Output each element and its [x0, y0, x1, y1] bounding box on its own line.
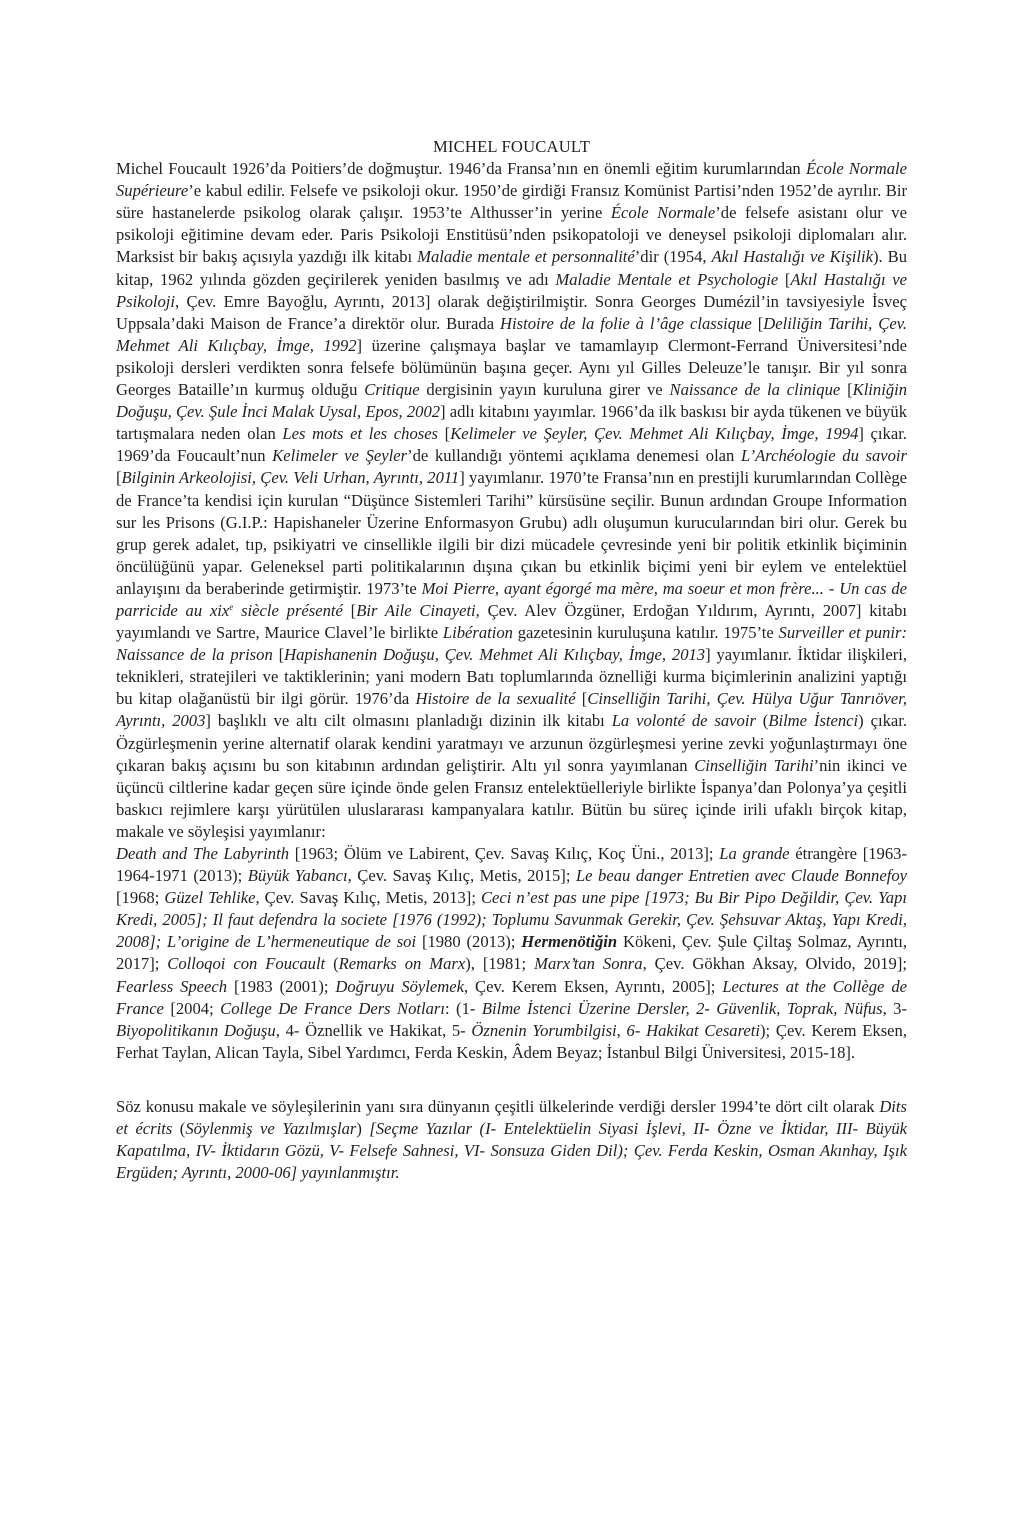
text-run: [ — [751, 313, 764, 333]
text-run: L’Archéologie du savoir — [741, 446, 907, 466]
text-run: École Normale — [610, 203, 716, 223]
text-run: Lectures at the Collège de France — [116, 976, 908, 1018]
text-run: Bir Aile Cinayeti — [356, 600, 476, 620]
text-run: [1963; Ölüm ve Labirent, Çev. Savaş Kılıç, Koç Üni., 2013]; — [289, 844, 720, 863]
text-run: [1980 (2013); — [416, 932, 522, 952]
text-run: ’e kabul edilir. Felsefe ve psikoloji okur. 1950’de girdiği Fransız Komünist Partisi’nden 1952’de ayrılır. Bir süre hastanelerde psikolog olarak çalışır. 1953’te Althusser’in yerine — [116, 181, 907, 223]
text-run: Söylenmiş ve Yazılmışlar — [185, 1119, 357, 1139]
text-run: , Çev. Savaş Kılıç, Metis, 2015]; — [347, 866, 576, 886]
text-run: Kelimeler ve Şeyler — [272, 446, 408, 466]
text-run: , Çev. Alev Özgüner, Erdoğan Yıldırım, Ayrıntı, 2007] kitabı yayımlandı ve Sartre, Maurice Clavel’le birlikte — [116, 600, 907, 643]
text-run: , Çev. Emre Bayoğlu, Ayrıntı, 2013] olarak değiştirilmiştir. Sonra Georges Dumézil’in tavsiyesiyle İsveç Uppsala’daki Maison de France’a direktör olur. Burada — [116, 291, 907, 333]
text-run: Güzel Tehlike — [164, 888, 256, 908]
text-run: ), [1981; — [465, 954, 535, 974]
text-run: ’de kullandığı yöntemi açıklama denemesi olan — [407, 446, 741, 466]
text-run: Remarks on Marx — [338, 954, 466, 974]
text-run: ). Bu kitap, 1962 yılında gözden geçirilerek yeniden basılmış ve adı — [116, 247, 907, 289]
text-run: Hermenötiğin — [521, 932, 618, 952]
text-run: Les mots et les choses — [282, 424, 439, 444]
text-run: Naissance de la clinique — [669, 380, 841, 400]
text-run: ’de felsefe asistanı olur ve psikoloji eğitimine devam eder. Paris Psikoloji Enstitüsü’nden psikopatoloji ve deneysel psikoloji diplomaları alır. Marksist bir bakış açısıyla yazdığı ilk kitabı — [116, 203, 907, 267]
bibliography-paragraph — [116, 843, 907, 1064]
text-run: [ — [272, 645, 285, 665]
text-run: Kökeni, Çev. Şule Çiltaş Solmaz, Ayrıntı, 2017]; — [116, 932, 907, 974]
text-run: Libération — [442, 623, 513, 643]
text-run: Maladie Mentale et Psychologie — [555, 269, 779, 289]
text-run: ) çıkar. Özgürleşmenin yerine alternatif olarak kendini yaratmayı ve arzunun özgürleşmesi yerine zevki yoğunlaştırmayı öne çıkaran bakış açısını bu son kitabının ardından geliştirir. Altı yıl sonra yayımlanan — [116, 711, 907, 775]
text-run: La grande — [719, 844, 790, 863]
text-run: Ceci n’est pas une pipe [1973; Bu Bir Pipo Değildir, Çev. Yapı Kredi, 2005]; Il faut defendra la societe [1976 (1992); Toplumu Savunmak Gerekir, Çev. Şehsuvar Aktaş, Yapı Kredi, 2008]; L’origine de L’hermeneutique de soi — [116, 888, 907, 952]
text-run: Bilginin Arkeolojisi, Çev. Veli Urhan, Ayrıntı, 2011 — [121, 468, 460, 488]
text-run: Doğruyu Söylemek — [335, 976, 464, 996]
text-run: Colloqoi con Foucault — [167, 954, 326, 974]
text-run: Moi Pierre, ayant égorgé ma mère, ma soeur et mon frère... - Un cas de parricide au xix — [116, 578, 907, 620]
text-run: [Seçme Yazılar (I- Entelektüelin Siyasi İşlevi, II- Özne ve İktidar, III- Büyük Kapatılma, IV- İktidarın Gözü, V- Felsefe Sahnesi, VI- Sonsuza Giden Dil); Çev. Ferda Keskin, Osman Akınhay, Işık Ergüden; Ayrıntı, 2000-06] yayınlanmıştır. — [116, 1119, 908, 1183]
text-run: ( — [325, 954, 339, 974]
text-run: ] başlıklı ve altı cilt olmasını planladığı dizinin ilk kitabı — [205, 711, 612, 731]
text-run: , Çev. Savaş Kılıç, Metis, 2013]; — [255, 888, 481, 908]
text-run: [ — [778, 269, 791, 289]
text-run: [1968; — [116, 888, 165, 908]
text-run: [ — [116, 468, 122, 488]
text-run: ’dir (1954, — [634, 247, 712, 267]
text-run: Bilme İstenci — [768, 711, 859, 731]
closing-paragraph — [116, 1096, 907, 1184]
text-run: École Normale Supérieure — [116, 159, 907, 201]
text-run: ’nin ikinci ve üçüncü ciltlerine kadar geçen süre içinde önde gelen Fransız entelektüelleriyle birlikte İspanya’dan Polonya’ya çeşitli baskıcı rejimlere karşı yürütülen uluslararası kampanyalara katılır. Bütün bu süreç içinde irili ufaklı birçok kitap, makale ve söyleşisi yayımlanır: — [116, 755, 907, 841]
text-run: [ — [438, 424, 451, 444]
text-run: Maladie mentale et personnalité — [417, 247, 635, 267]
text-run: ( — [755, 711, 769, 731]
paragraph-spacer — [116, 1064, 907, 1096]
text-run: ] çıkar. 1969’da Foucault’nun — [116, 424, 907, 466]
text-run: Dits et écrits — [116, 1096, 907, 1139]
text-run: Hapishanenin Doğuşu, Çev. Mehmet Ali Kılıçbay, İmge, 2013 — [284, 645, 706, 665]
text-run: Michel Foucault 1926’da Poitiers’de doğmuştur. 1946’da Fransa’nın en önemli eğitim kurumlarından — [116, 159, 806, 179]
text-run: [ — [840, 380, 853, 400]
text-run: , 4- Öznellik ve Hakikat, 5- — [275, 1020, 472, 1040]
text-run: ) — [356, 1119, 370, 1139]
text-run: [1983 (2001); — [227, 976, 336, 996]
text-run: Deliliğin Tarihi, Çev. Mehmet Ali Kılıçbay, İmge, 1992 — [116, 313, 907, 355]
text-run: ] üzerine çalışmaya başlar ve tamamlayıp Clermont-Ferrand Üniversitesi’nde psikoloji dersleri verdikten sonra felsefe bölümünün başına geçer. Aynı yıl Gilles Deleuze’le tanışır. Bir yıl sonra Georges Bataille’ın kurmuş olduğu — [116, 335, 907, 400]
text-run: ] yayımlanır. 1970’te Fransa’nın en prestijli kurumlarından Collège de France’ta kendisi için kurulan “Düşünce Sistemleri Tarihi” kürsüsüne seçilir. Bunun ardından Groupe Information sur les Prisons (G.I.P.: Hapishaneler Üzerine Enformasyon Grubu) adlı oluşumun kurucularından biri olur. Gerek bu grup gerek adalet, tıp, psikiyatri ve cinsellikle ilgili bir dizi mücadele çevresinde yeni bir politik etkinlik biçiminin öncülüğünü yapar. Geleneksel parti politikalarının dışına çıkan bu etkinlik biçimi yeni bir eylem ve entelektüel anlayışını da beraberinde getirmiştir. 1973’te — [116, 468, 908, 598]
text-run: Marx’tan Sonra — [534, 954, 643, 974]
text-run: Kelimeler ve Şeyler, Çev. Mehmet Ali Kılıçbay, İmge, 1994 — [450, 424, 859, 444]
text-run: , 3- — [882, 998, 907, 1018]
text-run: Histoire de la folie à l’âge classique — [500, 313, 752, 333]
text-run: Histoire de la sexualité — [415, 689, 576, 709]
text-run: dergisinin yayın kuruluna girer ve — [419, 380, 670, 400]
text-run: étrangère [1963-1964-1971 (2013); — [116, 844, 907, 886]
text-run: Akıl Hastalığı ve Psikoloji — [116, 269, 907, 311]
text-run: Büyük Yabancı — [247, 866, 348, 886]
text-run: ] yayımlanır. İktidar ilişkileri, teknikleri, stratejileri ve taktiklerinin; yani modern Batı toplumlarında öznelliği kurma biçimlerinin analizini yaptığı bu kitap olağanüstü bir ilgi görür. 1976’da — [116, 645, 907, 709]
text-run: Cinselliğin Tarihi, Çev. Hülya Uğur Tanrıöver, Ayrıntı, 2003 — [116, 689, 907, 731]
text-run: gazetesinin kuruluşuna katılır. 1975’te — [512, 623, 779, 643]
text-run: ] adlı kitabını yayımlar. 1966’da ilk baskısı bir ayda tükenen ve büyük tartışmalara neden olan — [116, 402, 907, 444]
text-run: Fearless Speech — [116, 976, 228, 996]
text-run: Critique — [364, 380, 420, 400]
text-run: e — [229, 601, 234, 612]
text-run: Öznenin Yorumbilgisi, 6- Hakikat Cesareti — [471, 1020, 760, 1040]
text-run: La volonté de savoir — [611, 711, 756, 731]
text-run: Akıl Hastalığı ve Kişilik — [711, 247, 873, 267]
text-run: , Çev. Gökhan Aksay, Olvido, 2019]; — [642, 954, 907, 974]
text-run: Surveiller et punir: Naissance de la prison — [116, 623, 907, 665]
text-run: : (1- — [445, 998, 482, 1018]
page-title: MICHEL FOUCAULT — [432, 137, 591, 156]
text-run: Le beau danger Entretien avec Claude Bonnefoy — [575, 866, 907, 886]
text-run: College De France Ders Notları — [220, 998, 445, 1018]
text-run: Kliniğin Doğuşu, Çev. Şule İnci Malak Uysal, Epos, 2002 — [116, 380, 908, 422]
text-run: Bilme İstenci Üzerine Dersler, 2- Güvenlik, Toprak, Nüfus — [481, 998, 883, 1018]
text-run: , Çev. Kerem Eksen, Ayrıntı, 2005]; — [463, 976, 723, 996]
text-run: siècle présenté — [233, 600, 343, 620]
page — [116, 136, 907, 1184]
biography-paragraph — [116, 158, 907, 843]
text-run: [ — [575, 689, 588, 709]
text-run: [2004; — [163, 998, 221, 1018]
text-run: Biyopolitikanın Doğuşu — [116, 1020, 276, 1040]
text-run: [ — [342, 600, 357, 620]
text-run: ( — [172, 1119, 186, 1139]
text-run: Söz konusu makale ve söyleşilerinin yanı sıra dünyanın çeşitli ülkelerinde verdiği dersler 1994’te dört cilt olarak — [116, 1096, 880, 1116]
text-run: ); Çev. Kerem Eksen, Ferhat Taylan, Alican Tayla, Sibel Yardımcı, Ferda Keskin, Âdem Beyaz; İstanbul Bilgi Üniversitesi, 2015-18]. — [116, 1020, 907, 1062]
text-run: Death and The Labyrinth — [116, 844, 290, 863]
text-run: Cinselliğin Tarihi — [694, 755, 814, 775]
